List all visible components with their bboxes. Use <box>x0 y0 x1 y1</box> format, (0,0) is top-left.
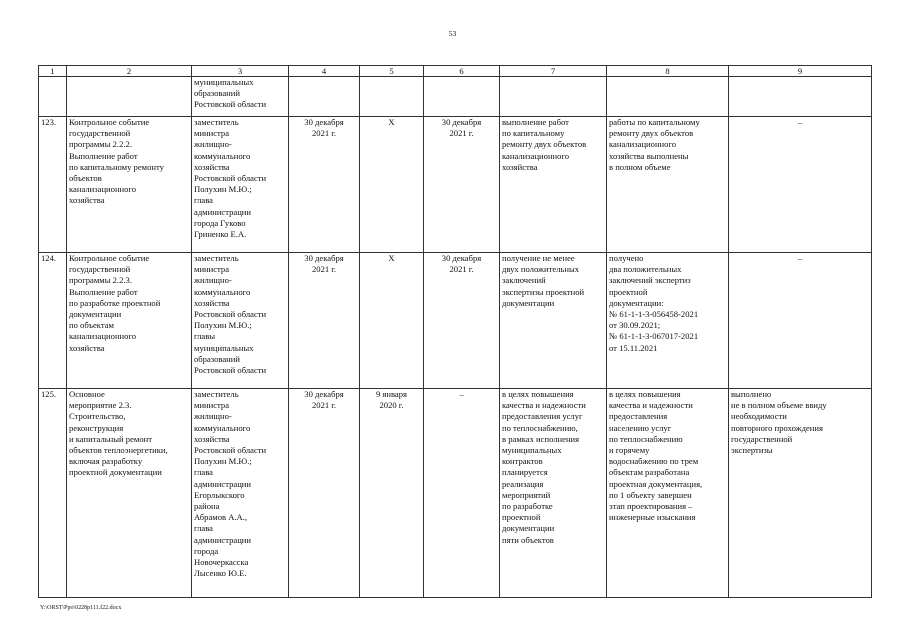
report-table <box>38 65 872 598</box>
plan-result: в целях повышения качества и надежности предоставления услуг по теплоснабжению, в рамках исполнения муниципальных контрактов планируется реализация мероприятий по разработке проектной документации пяти объектов <box>500 389 607 598</box>
fact-date: 30 декабря 2021 г. <box>424 117 500 253</box>
continuation-responsible: муниципальных образований Ростовской области <box>192 77 289 117</box>
table-row <box>39 389 872 598</box>
header-row <box>39 66 872 77</box>
responsible: заместитель министра жилищно- коммунального хозяйства Ростовской области Полухин М.Ю.; глава администрации города Гуково Гриненко Е.А. <box>192 117 289 253</box>
header-col-3: 3 <box>192 66 289 77</box>
responsible: заместитель министра жилищно- коммунального хозяйства Ростовской области Полухин М.Ю.; глава администрации Егорлыкского района Абрамов А.А., глава администрации города Новочеркасска Лысенко Ю.Е. <box>192 389 289 598</box>
fact-date: – <box>424 389 500 598</box>
start-date: 9 января 2020 г. <box>360 389 424 598</box>
page-number: 53 <box>448 29 457 38</box>
event-name: Контрольное событие государственной программы 2.2.3. Выполнение работ по разработке проектной документации по объектам канализационного хозяйства <box>67 253 192 389</box>
reasons: выполнено не в полном объеме ввиду необходимости повторного прохождения государственной экспертизы <box>729 389 872 598</box>
row-number: 124. <box>39 253 67 389</box>
event-name: Основное мероприятие 2.3. Строительство, реконструкция и капитальный ремонт объектов теплоэнергетики, включая разработку проектной документации <box>67 389 192 598</box>
plan-result: получение не менее двух положительных заключений экспертизы проектной документации <box>500 253 607 389</box>
plan-date: 30 декабря 2021 г. <box>289 389 360 598</box>
plan-date: 30 декабря 2021 г. <box>289 117 360 253</box>
header-col-4: 4 <box>289 66 360 77</box>
event-name: Контрольное событие государственной программы 2.2.2. Выполнение работ по капитальному ремонту объектов канализационного хозяйства <box>67 117 192 253</box>
header-col-6: 6 <box>424 66 500 77</box>
continuation-row <box>39 77 872 117</box>
responsible: заместитель министра жилищно- коммунального хозяйства Ростовской области Полухин М.Ю.; главы муниципальных образований Ростовской области <box>192 253 289 389</box>
plan-date: 30 декабря 2021 г. <box>289 253 360 389</box>
fact-result: работы по капитальному ремонту двух объектов канализационного хозяйства выполнены в полном объеме <box>607 117 729 253</box>
header-col-9: 9 <box>729 66 872 77</box>
table-row <box>39 117 872 253</box>
header-col-5: 5 <box>360 66 424 77</box>
table-row <box>39 253 872 389</box>
header-col-1: 1 <box>39 66 67 77</box>
fact-result: получено два положительных заключений экспертиз проектной документации: № 61-1-1-3-056458-2021 от 30.09.2021; № 61-1-1-3-067017-2021 от 15.11.2021 <box>607 253 729 389</box>
plan-result: выполнение работ по капитальному ремонту двух объектов канализационного хозяйства <box>500 117 607 253</box>
header-col-2: 2 <box>67 66 192 77</box>
reasons: – <box>729 117 872 253</box>
start-date: X <box>360 253 424 389</box>
start-date: X <box>360 117 424 253</box>
reasons: – <box>729 253 872 389</box>
row-number: 123. <box>39 117 67 253</box>
file-path-footer: Y:\ORST\Ppo\0228p111.f22.docx <box>40 605 122 611</box>
row-number: 125. <box>39 389 67 598</box>
fact-result: в целях повышения качества и надежности предоставления населению услуг по теплоснабжению и горячему водоснабжению по трем объектам разработана проектная документация, по 1 объекту завершен этап проектирования – инженерные изыскания <box>607 389 729 598</box>
header-col-8: 8 <box>607 66 729 77</box>
header-col-7: 7 <box>500 66 607 77</box>
fact-date: 30 декабря 2021 г. <box>424 253 500 389</box>
